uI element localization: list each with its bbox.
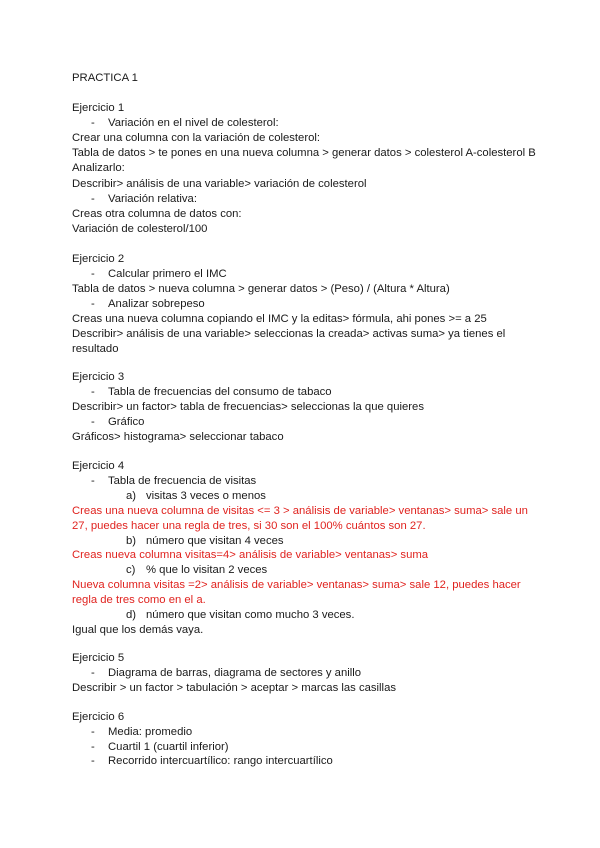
item-label-a: a) [126, 490, 137, 502]
exercise-1-line-4: Describir> análisis de una variable> variación de colesterol [72, 178, 367, 190]
exercise-6-bullet-3: Recorrido intercuartílico: rango intercuartílico [108, 755, 333, 767]
exercise-2-bullet-1: Calcular primero el IMC [108, 268, 227, 280]
item-text-d: número que visitan como mucho 3 veces. [146, 609, 355, 621]
exercise-6-bullet-2: Cuartil 1 (cuartil inferior) [108, 741, 229, 753]
item-text-a: visitas 3 veces o menos [146, 490, 266, 502]
exercise-1-line-5: Creas otra columna de datos con: [72, 208, 242, 220]
bullet-dash: - [91, 475, 95, 487]
exercise-5-bullet-1: Diagrama de barras, diagrama de sectores y anillo [108, 667, 362, 679]
exercise-1-line-2: Tabla de datos > te pones en una nueva columna > generar datos > colesterol A-colesterol B [72, 147, 536, 159]
exercise-3-heading: Ejercicio 3 [72, 371, 125, 383]
bullet-dash: - [91, 416, 95, 428]
exercise-6-bullet-1: Media: promedio [108, 726, 193, 738]
bullet-dash: - [91, 268, 95, 280]
exercise-2-line-2: Creas una nueva columna copiando el IMC y la editas> fórmula, ahi pones >= a 25 [72, 313, 487, 325]
red-note-1: Creas una nueva columna de visitas <= 3 > análisis de variable> ventanas> suma> sale un [72, 505, 528, 517]
exercise-1-bullet-2: Variación relativa: [108, 193, 197, 205]
item-label-d: d) [126, 609, 137, 621]
exercise-4-bullet-1: Tabla de frecuencia de visitas [108, 475, 257, 487]
red-note-3: Creas nueva columna visitas=4> análisis de variable> ventanas> suma [72, 549, 429, 561]
exercise-3-line-1: Describir> un factor> tabla de frecuencias> seleccionas la que quieres [72, 401, 424, 413]
exercise-2-line-3: Describir> análisis de una variable> seleccionas la creada> activas suma> ya tienes el [72, 328, 506, 340]
bullet-dash: - [91, 726, 95, 738]
exercise-1-line-3: Analizarlo: [72, 162, 125, 174]
item-label-c: c) [126, 564, 136, 576]
exercise-1-heading: Ejercicio 1 [72, 102, 125, 114]
bullet-dash: - [91, 117, 95, 129]
exercise-1-line-6: Variación de colesterol/100 [72, 223, 208, 235]
exercise-2-line-1: Tabla de datos > nueva columna > generar datos > (Peso) / (Altura * Altura) [72, 283, 450, 295]
bullet-dash: - [91, 741, 95, 753]
item-text-c: % que lo visitan 2 veces [146, 564, 268, 576]
document-title: PRACTICA 1 [72, 72, 138, 84]
item-text-b: número que visitan 4 veces [146, 535, 284, 547]
red-note-4: Nueva columna visitas =2> análisis de variable> ventanas> suma> sale 12, puedes hacer [72, 579, 521, 591]
bullet-dash: - [91, 386, 95, 398]
bullet-dash: - [91, 667, 95, 679]
bullet-dash: - [91, 755, 95, 767]
exercise-1-bullet-1: Variación en el nivel de colesterol: [108, 117, 279, 129]
exercise-4-line-1: Igual que los demás vaya. [72, 624, 204, 636]
exercise-3-line-2: Gráficos> histograma> seleccionar tabaco [72, 431, 284, 443]
red-note-2: 27, puedes hacer una regla de tres, si 30 son el 100% cuántos son 27. [72, 520, 426, 532]
exercise-6-heading: Ejercicio 6 [72, 711, 125, 723]
exercise-2-heading: Ejercicio 2 [72, 253, 125, 265]
exercise-5-heading: Ejercicio 5 [72, 652, 125, 664]
bullet-dash: - [91, 298, 95, 310]
exercise-4-heading: Ejercicio 4 [72, 460, 125, 472]
bullet-dash: - [91, 193, 95, 205]
exercise-5-line-1: Describir > un factor > tabulación > aceptar > marcas las casillas [72, 682, 396, 694]
item-label-b: b) [126, 535, 137, 547]
exercise-3-bullet-2: Gráfico [108, 416, 145, 428]
red-note-5: regla de tres como en el a. [72, 594, 206, 606]
exercise-3-bullet-1: Tabla de frecuencias del consumo de tabaco [108, 386, 332, 398]
exercise-1-line-1: Crear una columna con la variación de colesterol: [72, 132, 321, 144]
exercise-2-bullet-2: Analizar sobrepeso [108, 298, 205, 310]
exercise-2-line-4: resultado [72, 343, 119, 355]
